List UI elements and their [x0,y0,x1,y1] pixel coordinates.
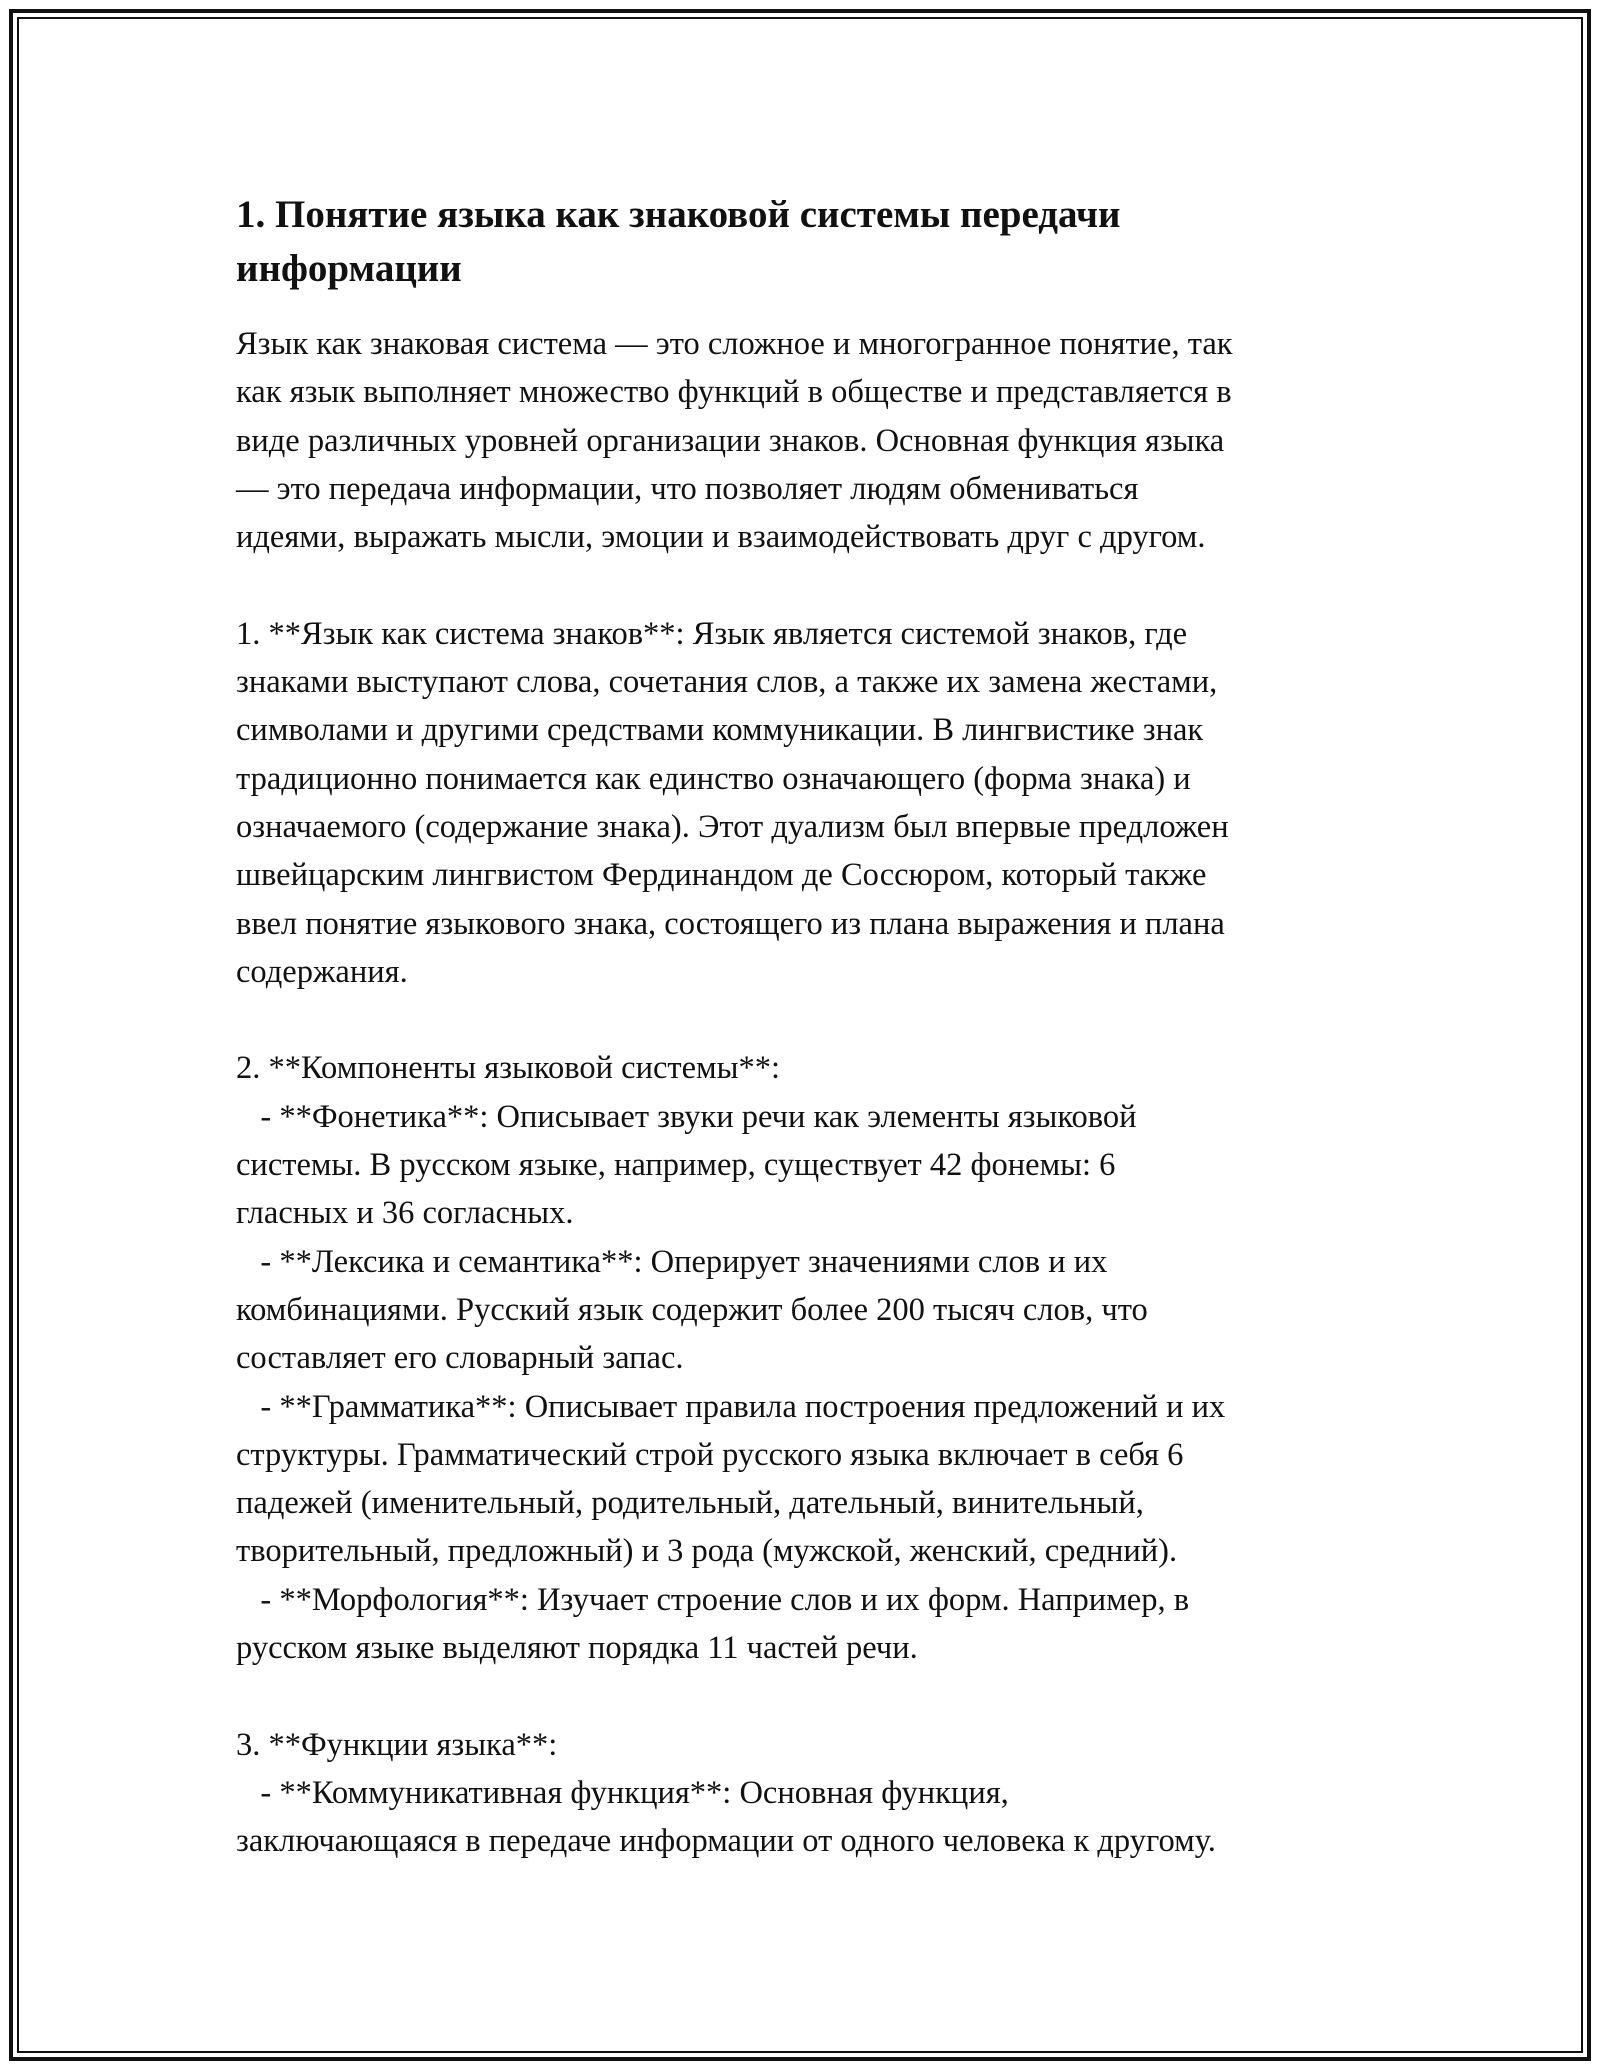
text-line: идеями, выражать мысли, эмоции и взаимодействовать друг с другом. [236,519,1206,556]
text-line: символами и другими средствами коммуникации. В лингвистике знак [236,712,1204,749]
text-line: творительный, предложный) и 3 рода (мужской, женский, средний). [236,1533,1178,1570]
text-line: - **Лексика и семантика**: Оперирует значениями слов и их [236,1243,1108,1280]
text-line: системы. В русском языке, например, существует 42 фонемы: 6 [236,1147,1116,1184]
text-line: традиционно понимается как единство означающего (форма знака) и [236,760,1191,797]
text-line: - **Морфология**: Изучает строение слов и их форм. Например, в [236,1581,1190,1618]
text-line: 2. **Компоненты языковой системы**: [236,1050,780,1087]
text-line: русском языке выделяют порядка 11 частей речи. [236,1630,918,1667]
text-line: - **Коммуникативная функция**: Основная функция, [236,1774,1009,1811]
text-line: структуры. Грамматический строй русского языка включает в себя 6 [236,1436,1184,1473]
text-line: 3. **Функции языка**: [236,1726,558,1763]
text-line: падежей (именительный, родительный, дательный, винительный, [236,1485,1144,1522]
text-line: - **Грамматика**: Описывает правила построения предложений и их [236,1388,1226,1425]
text-line: гласных и 36 согласных. [236,1195,574,1232]
text-line: 1. **Язык как система знаков**: Язык является системой знаков, где [236,615,1188,652]
text-line: швейцарским лингвистом Фердинандом де Соссюром, который также [236,857,1207,894]
text-line: виде различных уровней организации знаков. Основная функция языка [236,422,1225,459]
document-page [236,188,1376,1866]
blank-line [236,561,1376,609]
document-title: 1. Понятие языка как знаковой системы передачи информации [236,193,1121,290]
text-line: знаками выступают слова, сочетания слов, а также их замена жестами, [236,664,1218,701]
text-line: заключающаяся в передаче информации от одного человека к другому. [236,1823,1216,1860]
text-line: - **Фонетика**: Описывает звуки речи как элементы языковой [236,1098,1137,1135]
text-line: — это передача информации, что позволяет людям обмениваться [236,470,1139,507]
text-line: содержания. [236,953,408,990]
text-line: ввел понятие языкового знака, состоящего из плана выражения и плана [236,905,1225,942]
document-body [236,320,1376,1866]
text-line: Язык как знаковая система — это сложное и многогранное понятие, так [236,326,1233,362]
text-line: означаемого (содержание знака). Этот дуализм был впервые предложен [236,808,1229,845]
blank-line [236,996,1376,1044]
text-line: составляет его словарный запас. [236,1340,684,1377]
text-line: как язык выполняет множество функций в обществе и представляется в [236,374,1232,411]
text-line: комбинациями. Русский язык содержит более 200 тысяч слов, что [236,1291,1148,1328]
blank-line [236,1672,1376,1720]
